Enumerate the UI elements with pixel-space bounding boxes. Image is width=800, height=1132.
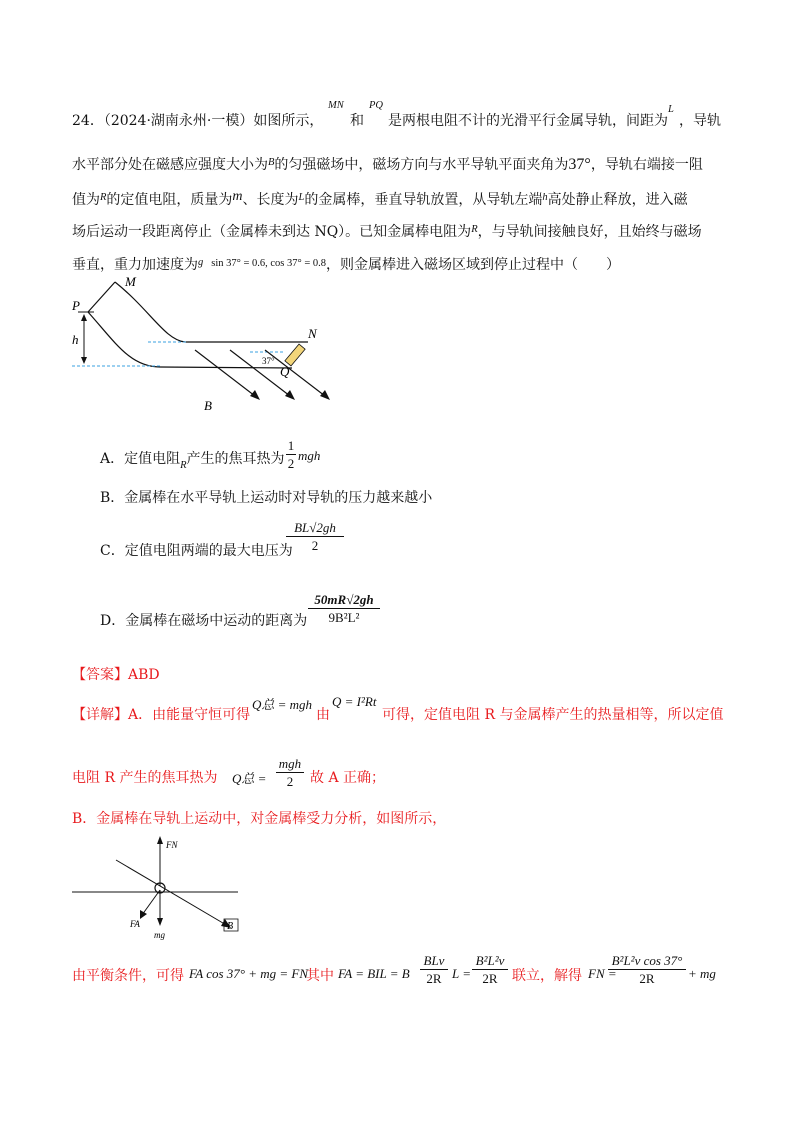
question-line-1 [72, 111, 323, 131]
question-line-3 [72, 187, 688, 210]
denominator: 2R [482, 971, 498, 986]
symbol-g: g [198, 257, 204, 268]
text-by: 由 [316, 707, 330, 723]
option-D: D．金属棒在磁场中运动的距离为 [100, 613, 308, 629]
option-C-fraction [286, 520, 344, 553]
question-line-1-end: ，导轨 [679, 113, 721, 129]
numerator: 50mR√2gh [314, 592, 374, 607]
label-P: P [72, 298, 80, 313]
detail-line-2-end: 故 A 正确； [310, 770, 386, 786]
denominator: 2 [311, 538, 319, 553]
denominator: 9B²L² [328, 610, 360, 625]
top-edge [88, 282, 115, 312]
label-Q: Q [280, 364, 290, 379]
numerator: 1 [287, 438, 295, 453]
detail-line-2: 电阻 R 产生的焦耳热为 [72, 770, 218, 786]
equation-FA-fraction-2 [472, 953, 508, 986]
question-number: 24． [72, 113, 104, 129]
text: ，则金属棒进入磁场区域到停止过程中（ ） [326, 257, 620, 273]
symbol-MN: MN [328, 100, 344, 111]
detail-line-1 [72, 705, 250, 725]
text: ，与导轨间接触良好，且始终与磁场 [477, 224, 702, 240]
text-solve: 联立，解得 [512, 968, 582, 984]
answer-label: 【答案】 [72, 667, 128, 683]
symbol-L: L [298, 192, 305, 203]
label-h: h [72, 332, 79, 347]
equation-FN-fraction [608, 953, 686, 986]
symbol-m: m [232, 189, 243, 204]
option-A-expr: mgh [298, 448, 321, 463]
text: 的匀强磁场中，磁场方向与水平导轨平面夹角为 [274, 157, 569, 173]
label-mg: mg [154, 930, 165, 940]
symbol-R: R [100, 192, 107, 203]
trig-values: sin 37° = 0.6, cos 37° = 0.8 [211, 258, 326, 269]
resistor [285, 344, 305, 366]
detail-B-balance: 由平衡条件，可得 [72, 968, 184, 984]
symbol-PQ: PQ [369, 100, 383, 111]
text: 的金属棒，垂直导轨放置，从导轨左端 [304, 192, 543, 208]
text-where: 其中 [306, 968, 334, 984]
equation-balance: FA cos 37° + mg = FN [189, 966, 309, 981]
numerator: B²L²v [475, 953, 505, 968]
denominator: 2R [639, 971, 655, 986]
text: 高处静止释放，进入磁 [547, 192, 688, 208]
equation-heat-fraction [276, 756, 304, 789]
symbol-B: B [268, 157, 275, 168]
numerator: mgh [278, 756, 302, 771]
denominator: 2R [426, 971, 442, 986]
text: 值为 [72, 192, 100, 208]
equation-FN-lhs: FN = [588, 966, 617, 981]
answer-value: ABD [128, 667, 160, 683]
equation-FA-fraction-1 [420, 953, 448, 986]
option-A [100, 449, 285, 476]
label-B: B [227, 921, 234, 932]
text: 、长度为 [242, 192, 299, 208]
text: ，导轨右端接一阻 [590, 157, 703, 173]
field-line-1 [195, 350, 255, 396]
force-FA [142, 890, 160, 915]
equation-FN-tail: + mg [688, 966, 716, 981]
text: 产生的焦耳热为 [186, 451, 285, 467]
text: 垂直，重力加速度为 [72, 257, 198, 273]
force-diagram [70, 830, 250, 945]
label-FN: FN [166, 840, 178, 850]
label-M: M [125, 274, 136, 289]
label-B: B [204, 398, 212, 412]
equation-energy: Q总 = mgh [252, 697, 313, 712]
text: A．定值电阻 [100, 451, 181, 467]
label-angle: 37° [262, 356, 275, 366]
rail-figure [70, 272, 330, 412]
text: 水平部分处在磁感应强度大小为 [72, 157, 268, 173]
text: 场后运动一段距离停止（金属棒未到达 NQ）。已知金属棒电阻为 [72, 224, 472, 240]
option-D-fraction [308, 592, 380, 625]
symbol-L: L [668, 104, 674, 115]
angle-37: 37° [568, 156, 591, 173]
option-B: B．金属棒在水平导轨上运动时对导轨的压力越来越小 [100, 490, 433, 506]
answer-line [72, 665, 160, 685]
text: A．由能量守恒可得 [128, 707, 251, 723]
option-C: C．定值电阻两端的最大电压为 [100, 543, 293, 559]
equation-joule: Q = I²Rt [332, 694, 377, 709]
equation-heat-lhs: Q总 = [232, 771, 267, 786]
question-source: （2024·湖南永州·一模）如图所示， [103, 113, 324, 129]
detail-line-1-rest: 可得，定值电阻 R 与金属棒产生的热量相等，所以定值 [382, 707, 724, 723]
text-and: 和 [350, 113, 364, 129]
numerator: BL√2gh [294, 520, 336, 535]
label-FA: FA [130, 919, 140, 929]
symbol-h: h [542, 192, 548, 203]
equation-FA-b: L = [452, 966, 472, 981]
question-line-1-rest: 是两根电阻不计的光滑平行金属导轨，间距为 [388, 113, 668, 129]
question-line-2 [72, 153, 703, 175]
symbol-R: R [471, 224, 478, 235]
numerator: B²L²v cos 37° [611, 953, 683, 968]
equation-FA-a: FA = BIL = B [338, 966, 410, 981]
denominator: 2 [287, 456, 295, 471]
field-line-B [116, 860, 228, 926]
text: 的定值电阻，质量为 [106, 192, 233, 208]
numerator: BLv [423, 953, 445, 968]
label-N: N [308, 326, 317, 341]
detail-label: 【详解】 [72, 707, 128, 723]
rail-MN-curve [115, 282, 308, 342]
detail-B-intro: B．金属棒在导轨上运动中，对金属棒受力分析，如图所示， [72, 811, 447, 827]
option-A-fraction [286, 438, 296, 471]
symbol-R: R [180, 460, 187, 471]
question-line-4 [72, 220, 702, 242]
denominator: 2 [286, 774, 294, 789]
